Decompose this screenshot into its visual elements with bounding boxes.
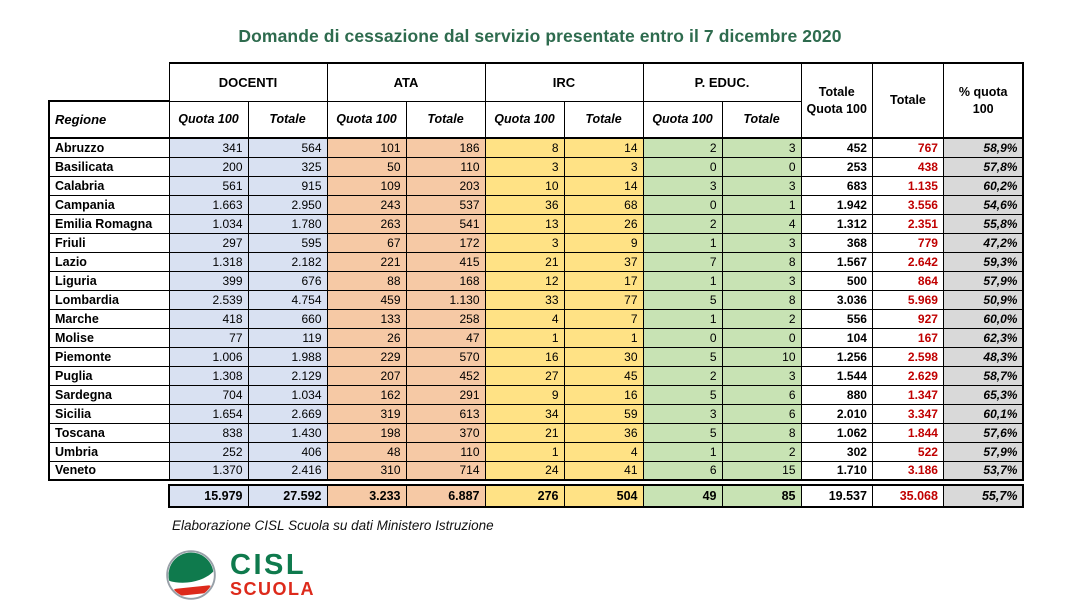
cell-docenti-totale: 1.034 [248,385,327,404]
cell-docenti-quota100: 399 [169,271,248,290]
cell-irc-totale: 14 [564,138,643,157]
cell-ata-totale: 452 [406,366,485,385]
cell-peduc-quota100: 1 [643,233,722,252]
group-header-docenti: DOCENTI [169,63,327,101]
region-name: Sardegna [49,385,169,404]
cell-peduc-totale: 0 [722,157,801,176]
cell-peduc-totale: 2 [722,309,801,328]
table-row [49,290,1023,309]
region-name: Emilia Romagna [49,214,169,233]
cell-peduc-totale: 8 [722,290,801,309]
cell-totale-quota100: 556 [801,309,872,328]
cell-totale: 2.351 [872,214,943,233]
cell-irc-totale: 9 [564,233,643,252]
cell-docenti-totale: 119 [248,328,327,347]
cell-irc-quota100: 34 [485,404,564,423]
cell-ata-quota100: 101 [327,138,406,157]
cell-irc-totale: 36 [564,423,643,442]
cell-ata-totale: 186 [406,138,485,157]
cell-totale: 438 [872,157,943,176]
total-irc-totale: 504 [564,485,643,507]
table-row [49,385,1023,404]
header-pct-line1: % quota [958,84,1008,99]
cell-pct-quota100: 60,1% [943,404,1023,423]
table-row [49,309,1023,328]
cell-docenti-quota100: 1.318 [169,252,248,271]
cell-irc-quota100: 3 [485,233,564,252]
cell-docenti-quota100: 1.370 [169,461,248,480]
cell-docenti-totale: 1.430 [248,423,327,442]
cell-totale-quota100: 683 [801,176,872,195]
header-totale-quota100-line2: Quota 100 [806,101,867,116]
cell-docenti-quota100: 1.308 [169,366,248,385]
cell-ata-quota100: 207 [327,366,406,385]
cell-docenti-totale: 915 [248,176,327,195]
group-header-row [49,63,1023,101]
logo-cisl-text: CISL [230,548,307,581]
cell-pct-quota100: 57,9% [943,271,1023,290]
cell-totale: 3.347 [872,404,943,423]
credit-line: Elaborazione CISL Scuola su dati Ministero Istruzione [172,518,494,533]
logo-scuola-text: SCUOLA [230,578,315,599]
cell-irc-quota100: 13 [485,214,564,233]
table-row [49,423,1023,442]
cell-totale-quota100: 1.942 [801,195,872,214]
header-totale: Totale [872,63,943,138]
cell-totale: 864 [872,271,943,290]
cell-totale-quota100: 1.312 [801,214,872,233]
header-pct-quota100 [943,63,1023,138]
cell-irc-totale: 17 [564,271,643,290]
cell-peduc-quota100: 1 [643,271,722,290]
cell-irc-totale: 45 [564,366,643,385]
cell-pct-quota100: 58,9% [943,138,1023,157]
cell-totale-quota100: 1.256 [801,347,872,366]
cell-ata-quota100: 109 [327,176,406,195]
cell-docenti-quota100: 704 [169,385,248,404]
cell-docenti-quota100: 418 [169,309,248,328]
cell-docenti-quota100: 1.663 [169,195,248,214]
cell-ata-quota100: 67 [327,233,406,252]
cell-docenti-quota100: 561 [169,176,248,195]
cell-pct-quota100: 57,6% [943,423,1023,442]
table-row [49,214,1023,233]
region-name: Veneto [49,461,169,480]
total-peduc-totale: 85 [722,485,801,507]
cell-irc-quota100: 8 [485,138,564,157]
table-row [49,442,1023,461]
cell-ata-quota100: 243 [327,195,406,214]
cell-totale: 3.556 [872,195,943,214]
subheader-peduc-totale: Totale [722,101,801,138]
cell-totale: 3.186 [872,461,943,480]
cell-totale: 2.598 [872,347,943,366]
cell-irc-quota100: 4 [485,309,564,328]
region-name: Abruzzo [49,138,169,157]
cell-totale-quota100: 452 [801,138,872,157]
cell-totale-quota100: 2.010 [801,404,872,423]
cell-docenti-totale: 1.988 [248,347,327,366]
cell-docenti-quota100: 341 [169,138,248,157]
cell-pct-quota100: 62,3% [943,328,1023,347]
cell-peduc-totale: 3 [722,138,801,157]
subheader-peduc-quota100: Quota 100 [643,101,722,138]
total-irc-quota100: 276 [485,485,564,507]
table-body [49,138,1023,507]
cell-ata-quota100: 162 [327,385,406,404]
cell-peduc-totale: 3 [722,233,801,252]
cell-peduc-quota100: 5 [643,385,722,404]
cell-irc-quota100: 3 [485,157,564,176]
cell-ata-totale: 110 [406,442,485,461]
cell-ata-totale: 1.130 [406,290,485,309]
cell-docenti-quota100: 77 [169,328,248,347]
subheader-ata-totale: Totale [406,101,485,138]
cisl-scuola-logo [165,549,315,601]
header-totale-quota100 [801,63,872,138]
cell-docenti-totale: 4.754 [248,290,327,309]
region-name: Piemonte [49,347,169,366]
cell-irc-totale: 14 [564,176,643,195]
cell-ata-totale: 203 [406,176,485,195]
region-name: Calabria [49,176,169,195]
cell-irc-quota100: 36 [485,195,564,214]
corner-empty-cell [49,63,169,101]
cell-peduc-totale: 2 [722,442,801,461]
cisl-logo-icon [165,549,217,601]
cell-peduc-totale: 3 [722,271,801,290]
cell-irc-totale: 77 [564,290,643,309]
cell-ata-totale: 370 [406,423,485,442]
cell-irc-quota100: 9 [485,385,564,404]
cell-docenti-totale: 676 [248,271,327,290]
table-row [49,347,1023,366]
cell-totale-quota100: 1.710 [801,461,872,480]
cell-ata-totale: 291 [406,385,485,404]
cell-pct-quota100: 53,7% [943,461,1023,480]
cell-docenti-totale: 2.416 [248,461,327,480]
cell-totale-quota100: 104 [801,328,872,347]
cell-totale-quota100: 1.567 [801,252,872,271]
cell-peduc-quota100: 1 [643,442,722,461]
cell-docenti-totale: 2.182 [248,252,327,271]
cell-irc-totale: 41 [564,461,643,480]
region-name: Campania [49,195,169,214]
cell-peduc-totale: 4 [722,214,801,233]
table-row [49,233,1023,252]
region-name: Molise [49,328,169,347]
cell-totale: 779 [872,233,943,252]
header-regione: Regione [49,101,169,138]
cell-pct-quota100: 48,3% [943,347,1023,366]
table-row [49,252,1023,271]
cell-peduc-quota100: 5 [643,290,722,309]
totals-empty-cell [49,485,169,507]
cell-peduc-totale: 3 [722,176,801,195]
cell-ata-totale: 172 [406,233,485,252]
cell-pct-quota100: 60,2% [943,176,1023,195]
cell-totale: 1.347 [872,385,943,404]
cell-pct-quota100: 57,8% [943,157,1023,176]
total-totale: 35.068 [872,485,943,507]
cell-ata-totale: 168 [406,271,485,290]
cell-pct-quota100: 54,6% [943,195,1023,214]
cell-totale-quota100: 3.036 [801,290,872,309]
cell-peduc-quota100: 1 [643,309,722,328]
cell-totale-quota100: 302 [801,442,872,461]
cell-totale: 1.844 [872,423,943,442]
cell-docenti-totale: 564 [248,138,327,157]
table-row [49,138,1023,157]
cell-peduc-quota100: 2 [643,214,722,233]
cell-docenti-quota100: 297 [169,233,248,252]
page-title: Domande di cessazione dal servizio presentate entro il 7 dicembre 2020 [238,26,842,46]
cell-docenti-quota100: 200 [169,157,248,176]
cell-irc-quota100: 24 [485,461,564,480]
cell-ata-quota100: 263 [327,214,406,233]
cell-irc-quota100: 16 [485,347,564,366]
cell-ata-totale: 258 [406,309,485,328]
cell-totale: 167 [872,328,943,347]
cell-docenti-totale: 595 [248,233,327,252]
cell-docenti-quota100: 1.034 [169,214,248,233]
group-header-irc: IRC [485,63,643,101]
table-row [49,461,1023,480]
total-totale-quota100: 19.537 [801,485,872,507]
cessation-table [48,62,1024,508]
cell-ata-totale: 537 [406,195,485,214]
cell-irc-totale: 68 [564,195,643,214]
region-name: Lombardia [49,290,169,309]
cell-pct-quota100: 60,0% [943,309,1023,328]
cell-pct-quota100: 47,2% [943,233,1023,252]
cell-peduc-quota100: 3 [643,404,722,423]
cell-docenti-quota100: 252 [169,442,248,461]
header-pct-line2: 100 [972,101,994,116]
cell-irc-totale: 3 [564,157,643,176]
cell-ata-totale: 415 [406,252,485,271]
cell-irc-totale: 26 [564,214,643,233]
cell-ata-totale: 541 [406,214,485,233]
cell-peduc-quota100: 3 [643,176,722,195]
cell-ata-quota100: 221 [327,252,406,271]
cell-ata-quota100: 26 [327,328,406,347]
cell-docenti-quota100: 1.006 [169,347,248,366]
cell-ata-quota100: 229 [327,347,406,366]
cell-peduc-totale: 8 [722,423,801,442]
cell-peduc-totale: 0 [722,328,801,347]
cell-peduc-quota100: 0 [643,195,722,214]
cell-ata-quota100: 50 [327,157,406,176]
table-row [49,366,1023,385]
cell-irc-quota100: 10 [485,176,564,195]
region-name: Lazio [49,252,169,271]
subheader-irc-quota100: Quota 100 [485,101,564,138]
cell-irc-totale: 16 [564,385,643,404]
table-row [49,176,1023,195]
cell-peduc-quota100: 0 [643,157,722,176]
region-name: Puglia [49,366,169,385]
cell-docenti-totale: 406 [248,442,327,461]
table-row [49,271,1023,290]
header-totale-quota100-line1: Totale [818,84,855,99]
cell-irc-quota100: 12 [485,271,564,290]
cell-ata-totale: 613 [406,404,485,423]
cell-totale: 927 [872,309,943,328]
logo-text [230,548,315,600]
cell-irc-totale: 7 [564,309,643,328]
subheader-ata-quota100: Quota 100 [327,101,406,138]
totals-row [49,485,1023,507]
cell-docenti-quota100: 1.654 [169,404,248,423]
cell-irc-quota100: 21 [485,252,564,271]
cell-docenti-totale: 2.950 [248,195,327,214]
cell-ata-quota100: 48 [327,442,406,461]
cell-peduc-totale: 6 [722,385,801,404]
cell-ata-totale: 110 [406,157,485,176]
cell-totale-quota100: 500 [801,271,872,290]
group-header-ata: ATA [327,63,485,101]
region-name: Toscana [49,423,169,442]
cell-totale: 5.969 [872,290,943,309]
cell-irc-totale: 4 [564,442,643,461]
cell-irc-quota100: 1 [485,442,564,461]
cell-docenti-totale: 660 [248,309,327,328]
cell-totale: 2.642 [872,252,943,271]
cell-pct-quota100: 50,9% [943,290,1023,309]
cell-peduc-totale: 10 [722,347,801,366]
cell-ata-quota100: 88 [327,271,406,290]
cell-peduc-quota100: 2 [643,366,722,385]
cell-totale-quota100: 253 [801,157,872,176]
cell-ata-quota100: 133 [327,309,406,328]
cell-peduc-totale: 8 [722,252,801,271]
cell-docenti-quota100: 838 [169,423,248,442]
subheader-docenti-totale: Totale [248,101,327,138]
cell-totale-quota100: 1.544 [801,366,872,385]
cell-peduc-quota100: 6 [643,461,722,480]
total-ata-quota100: 3.233 [327,485,406,507]
cell-irc-quota100: 21 [485,423,564,442]
cell-irc-quota100: 33 [485,290,564,309]
cell-totale-quota100: 880 [801,385,872,404]
cell-peduc-quota100: 7 [643,252,722,271]
table-row [49,195,1023,214]
total-ata-totale: 6.887 [406,485,485,507]
cell-totale: 767 [872,138,943,157]
cell-pct-quota100: 57,9% [943,442,1023,461]
subheader-docenti-quota100: Quota 100 [169,101,248,138]
cell-peduc-totale: 6 [722,404,801,423]
cell-peduc-quota100: 5 [643,347,722,366]
cell-irc-quota100: 1 [485,328,564,347]
total-docenti-quota100: 15.979 [169,485,248,507]
total-pct-quota100: 55,7% [943,485,1023,507]
cell-ata-quota100: 459 [327,290,406,309]
cell-peduc-quota100: 2 [643,138,722,157]
cell-peduc-quota100: 5 [643,423,722,442]
region-name: Sicilia [49,404,169,423]
table-row [49,404,1023,423]
cell-docenti-quota100: 2.539 [169,290,248,309]
cell-irc-quota100: 27 [485,366,564,385]
cell-pct-quota100: 55,8% [943,214,1023,233]
total-peduc-quota100: 49 [643,485,722,507]
region-name: Basilicata [49,157,169,176]
cell-pct-quota100: 65,3% [943,385,1023,404]
cell-docenti-totale: 325 [248,157,327,176]
subheader-irc-totale: Totale [564,101,643,138]
region-name: Friuli [49,233,169,252]
cell-totale: 2.629 [872,366,943,385]
region-name: Umbria [49,442,169,461]
cell-ata-totale: 714 [406,461,485,480]
cell-irc-totale: 59 [564,404,643,423]
cell-peduc-totale: 3 [722,366,801,385]
cell-irc-totale: 1 [564,328,643,347]
cell-peduc-totale: 1 [722,195,801,214]
region-name: Marche [49,309,169,328]
cell-irc-totale: 30 [564,347,643,366]
cell-totale: 522 [872,442,943,461]
cell-docenti-totale: 2.669 [248,404,327,423]
cell-pct-quota100: 59,3% [943,252,1023,271]
cell-pct-quota100: 58,7% [943,366,1023,385]
cell-ata-totale: 47 [406,328,485,347]
region-name: Liguria [49,271,169,290]
cell-irc-totale: 37 [564,252,643,271]
table-row [49,328,1023,347]
table-row [49,157,1023,176]
cell-peduc-quota100: 0 [643,328,722,347]
cell-totale: 1.135 [872,176,943,195]
cell-ata-quota100: 319 [327,404,406,423]
cell-ata-quota100: 310 [327,461,406,480]
cell-ata-quota100: 198 [327,423,406,442]
group-header-peduc: P. EDUC. [643,63,801,101]
cell-docenti-totale: 2.129 [248,366,327,385]
cell-ata-totale: 570 [406,347,485,366]
total-docenti-totale: 27.592 [248,485,327,507]
cell-docenti-totale: 1.780 [248,214,327,233]
cell-totale-quota100: 368 [801,233,872,252]
cell-totale-quota100: 1.062 [801,423,872,442]
cell-peduc-totale: 15 [722,461,801,480]
